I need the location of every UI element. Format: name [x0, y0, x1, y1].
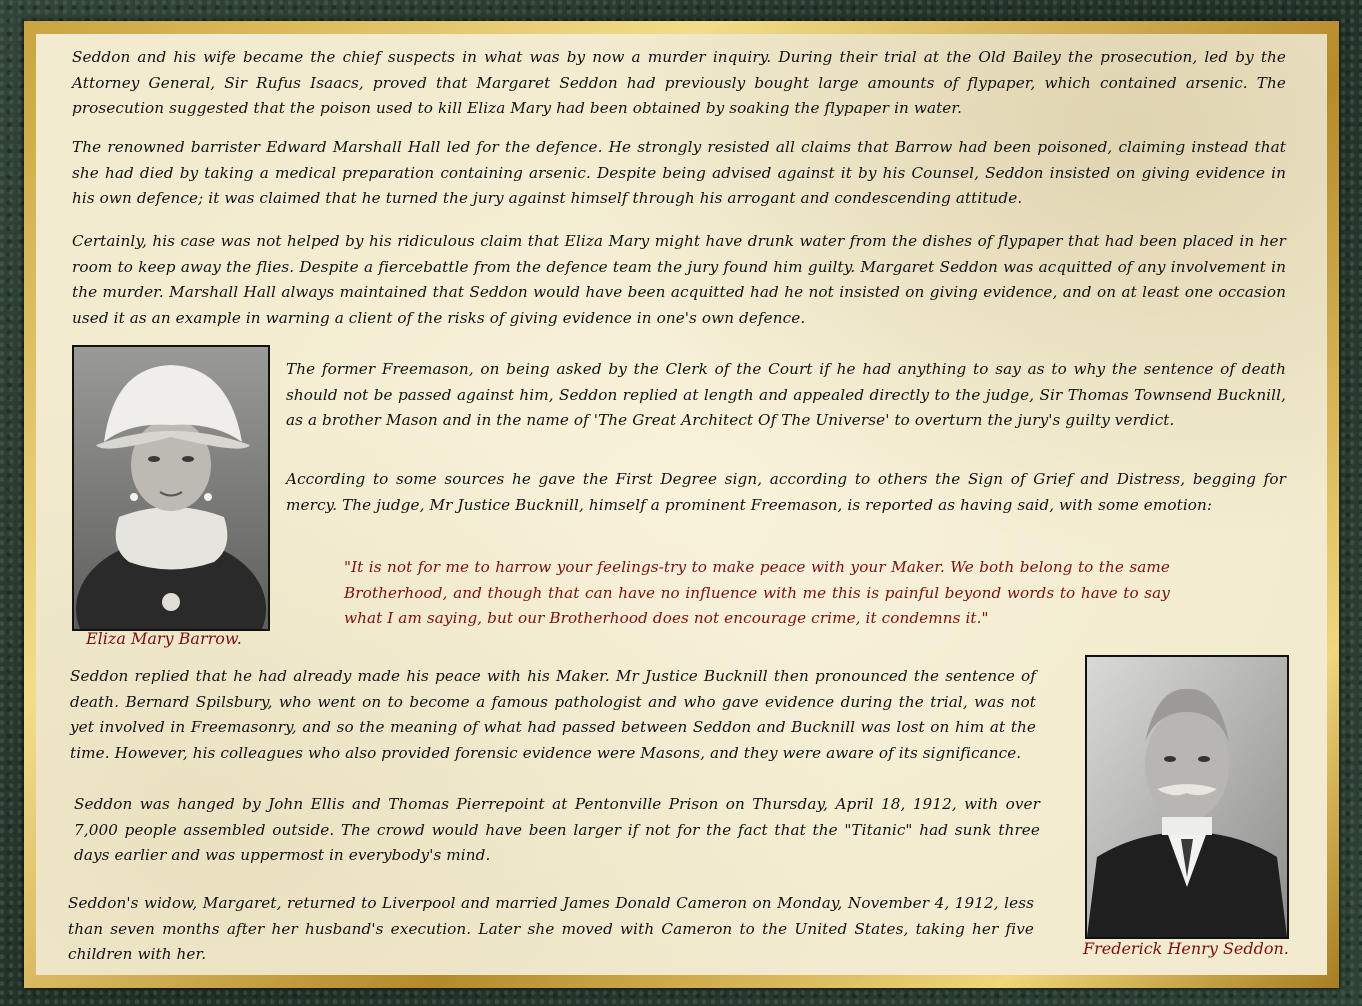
paragraph-hanging: Seddon was hanged by John Ellis and Thomas Pierrepoint at Pentonville Prison on Thursday, April 18, 1912, with over 7,000 people assembled outside. The crowd would have been larger if not for the fact that the "Titanic" had sunk three days earlier and was uppermost in everybody's mind.	[74, 795, 1040, 864]
caption-eliza-mary-barrow: Eliza Mary Barrow.	[86, 629, 242, 648]
paragraph-suspects: Seddon and his wife became the chief suspects in what was by now a murder inquiry. During their trial at the Old Bailey the prosecution, led by the Attorney General, Sir Rufus Isaacs, proved that Margaret Seddon had previously bought large amounts of flypaper, which contained arsenic. The prosecution suggested that the poison used to kill Eliza Mary had been obtained by soaking the flypaper in water.	[72, 48, 1286, 117]
paragraph-widow: Seddon's widow, Margaret, returned to Liverpool and married James Donald Cameron on Monday, November 4, 1912, less than seven months after her husband's execution. Later she moved with Cameron to the United States, taking her five children with her.	[68, 894, 1034, 963]
paragraph-degree-sign: According to some sources he gave the First Degree sign, according to others the Sign of Grief and Distress, begging for mercy. The judge, Mr Justice Bucknill, himself a prominent Freemason, is reported as having said, with some emotion:	[286, 470, 1286, 514]
paragraph-freemason-appeal: The former Freemason, on being asked by the Clerk of the Court if he had anything to say as to why the sentence of death should not be passed against him, Seddon replied at length and appealed directly to the judge, Sir Thomas Townsend Bucknill, as a brother Mason and in the name of 'The Great Architect Of The Universe' to overturn the jury's guilty verdict.	[286, 360, 1286, 429]
eliza-mary-barrow-photo	[72, 345, 270, 631]
paragraph-sentence: Seddon replied that he had already made his peace with his Maker. Mr Justice Bucknill then pronounced the sentence of death. Bernard Spilsbury, who went on to become a famous pathologist and who gave evidence during the trial, was not yet involved in Freemasonry, and so the meaning of what had passed between Seddon and Bucknill was lost on him at the time. However, his colleagues who also provided forensic evidence were Masons, and they were aware of its significance.	[70, 667, 1036, 762]
frederick-henry-seddon-photo	[1085, 655, 1289, 939]
paragraph-defence: The renowned barrister Edward Marshall Hall led for the defence. He strongly resisted all claims that Barrow had been poisoned, claiming instead that she had died by taking a medical preparation containing arsenic. Despite being advised against it by his Counsel, Seddon insisted on giving evidence in his own defence; it was claimed that he turned the jury against himself through his arrogant and condescending attitude.	[72, 138, 1286, 207]
paragraph-verdict: Certainly, his case was not helped by his ridiculous claim that Eliza Mary might have drunk water from the dishes of flypaper that had been placed in her room to keep away the flies. Despite a fiercebattle from the defence team the jury found him guilty. Margaret Seddon was acquitted of any involvement in the murder. Marshall Hall always maintained that Seddon would have been acquitted had he not insisted on giving evidence, and on at least one occasion used it as an example in warning a client of the risks of giving evidence in one's own defence.	[72, 232, 1286, 327]
judge-quote: "It is not for me to harrow your feelings-try to make peace with your Maker. We both belong to the same Brotherhood, and though that can have no influence with me this is painful beyond words to have to say what I am saying, but our Brotherhood does not encourage crime, it condemns it."	[344, 558, 1170, 627]
caption-frederick-henry-seddon: Frederick Henry Seddon.	[1083, 939, 1289, 958]
